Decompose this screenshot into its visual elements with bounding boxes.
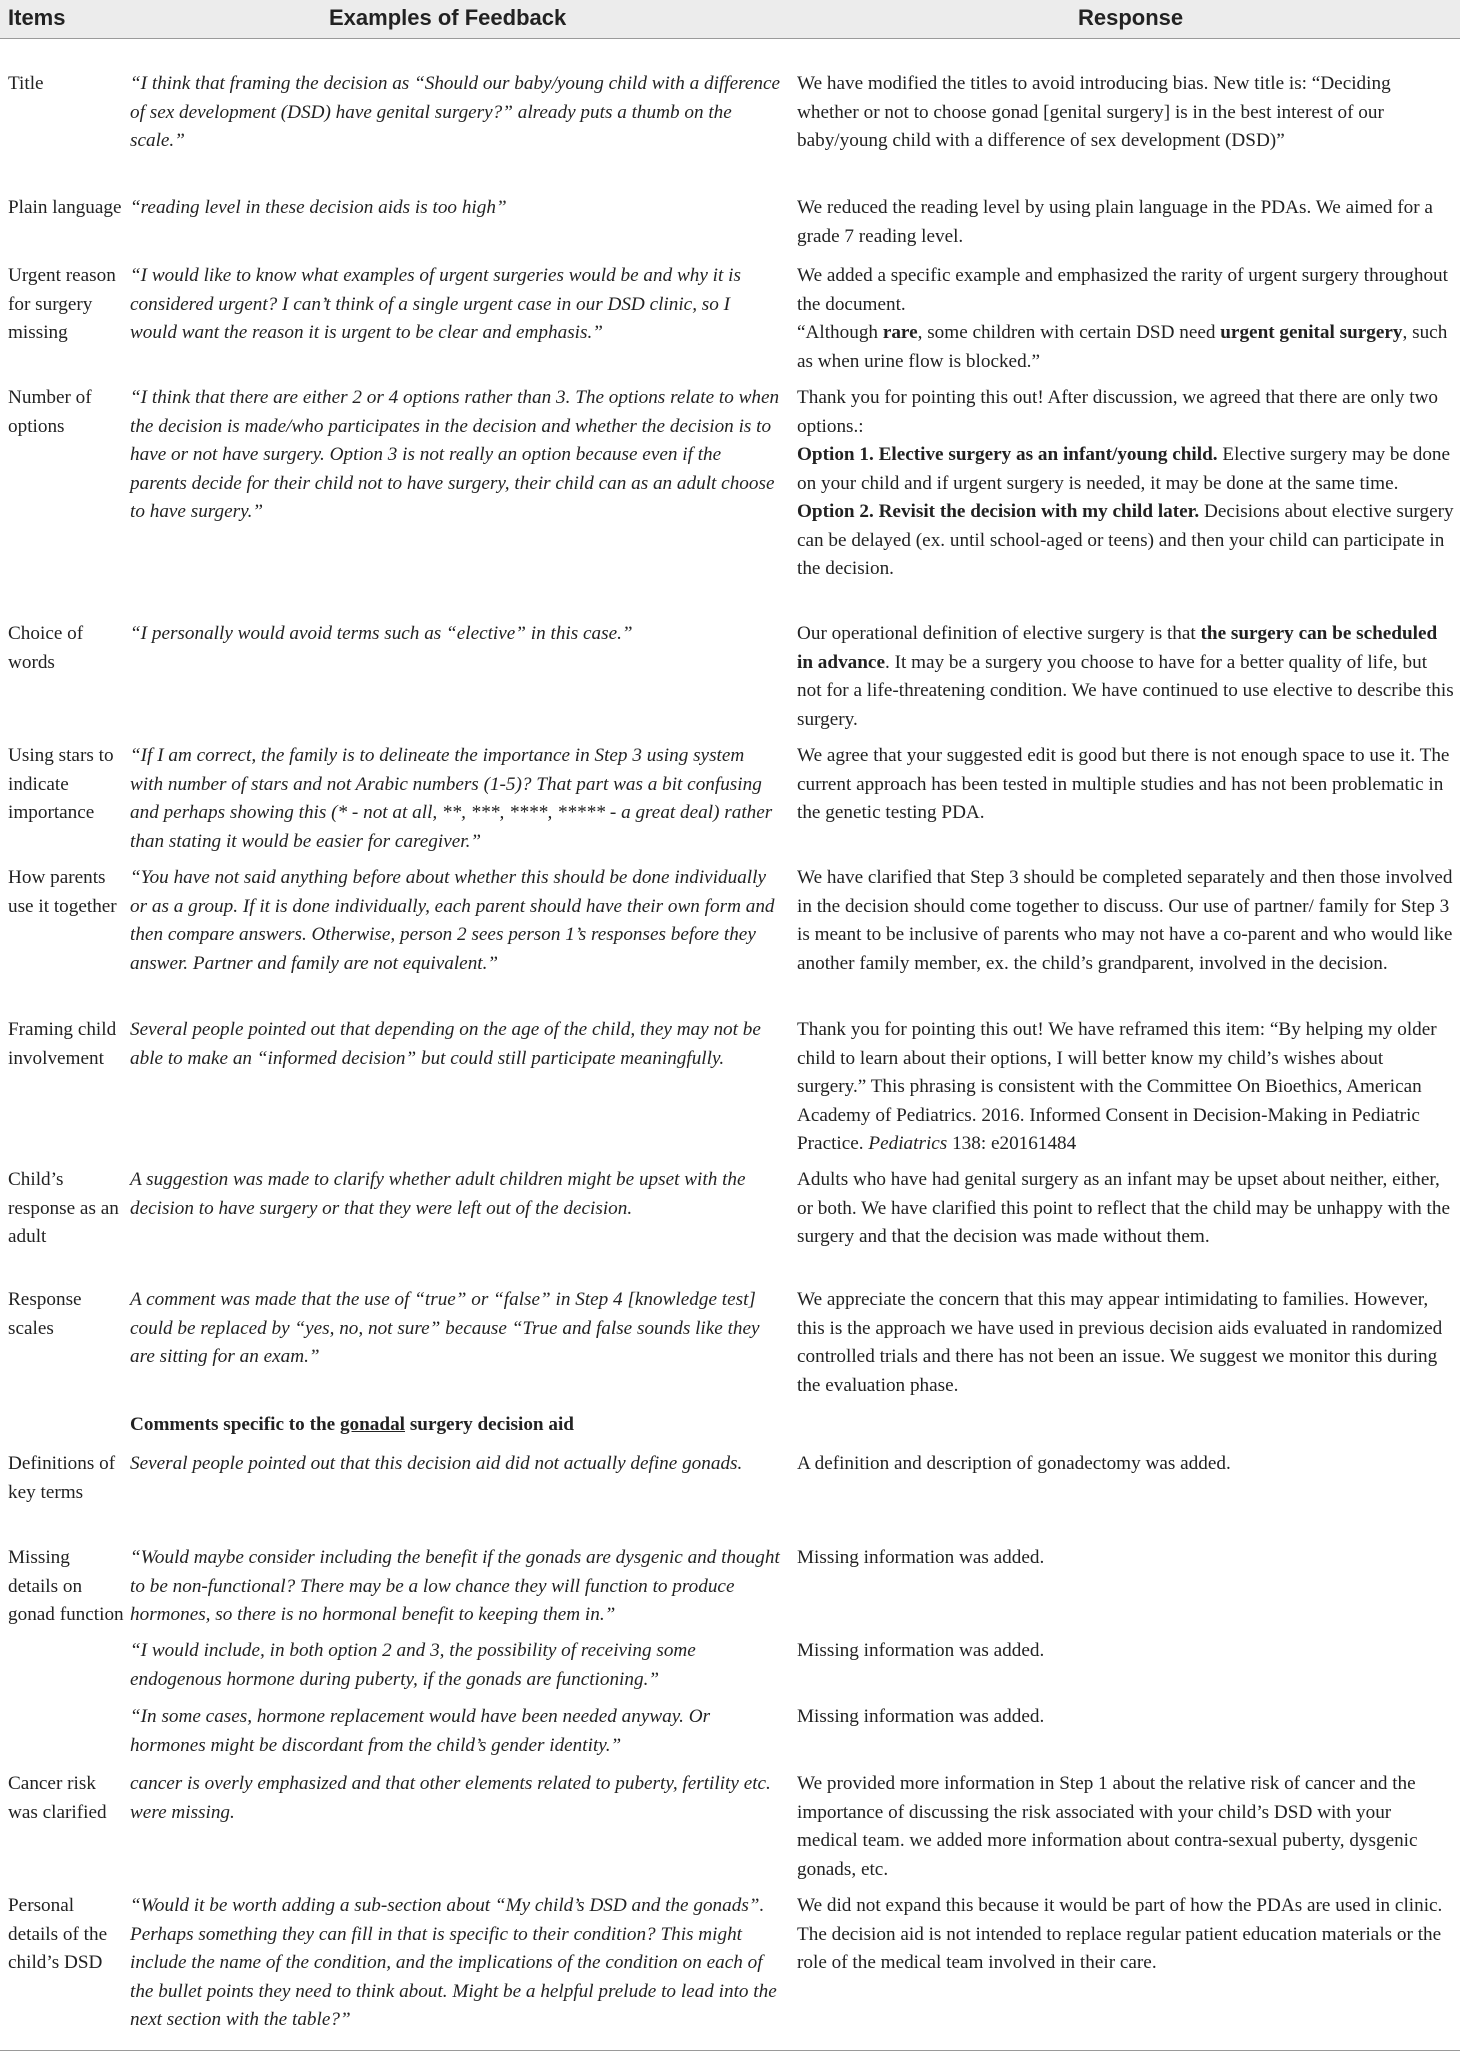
- row-feedback: “If I am correct, the family is to delineate the importance in Step 3 using system with number of stars and not Arabic numbers (1-5)? That part was a bit confusing and perhaps showing this (* - not at all, **, ***, ****, ***** - a great deal) rather than stating it would be easier for caregiver.”: [130, 745, 773, 852]
- row-item: Plain language: [8, 197, 122, 218]
- header-divider: [0, 38, 1460, 39]
- row-feedback: Several people pointed out that depending on the age of the child, they may not be able to make an “informed decision” but could still participate meaningfully.: [130, 1019, 761, 1069]
- row-item: Urgent reason for surgery missing: [8, 265, 116, 343]
- row-item: Response scales: [8, 1289, 82, 1339]
- table-bottom-rule: [0, 2050, 1460, 2051]
- section-subheading: Comments specific to the gonadal surgery decision aid: [130, 1414, 574, 1435]
- row-response: We reduced the reading level by using plain language in the PDAs. We aimed for a grade 7 reading level.: [797, 197, 1433, 247]
- header-feedback: Examples of Feedback: [329, 5, 567, 30]
- row-feedback: “In some cases, hormone replacement would have been needed anyway. Or hormones might be discordant from the child’s gender identity.”: [130, 1706, 711, 1756]
- row-feedback: “I would like to know what examples of urgent surgeries would be and why it is considered urgent? I can’t think of a single urgent case in our DSD clinic, so I would want the reason it is urgent to be clear and emphasis.”: [130, 265, 741, 343]
- row-feedback: A suggestion was made to clarify whether adult children might be upset with the decision to have surgery or that they were left out of the decision.: [130, 1169, 746, 1219]
- row-item: Child’s response as an adult: [8, 1169, 119, 1247]
- row-item: Definitions of key terms: [8, 1453, 116, 1503]
- row-feedback: cancer is overly emphasized and that other elements related to puberty, fertility etc. were missing.: [130, 1773, 771, 1823]
- row-response: Adults who have had genital surgery as an infant may be upset about neither, either, or both. We have clarified this point to reflect that the child may be unhappy with the surgery and that the decision was made without them.: [797, 1169, 1450, 1247]
- row-response: Missing information was added.: [797, 1640, 1045, 1661]
- row-item: Choice of words: [8, 623, 84, 673]
- row-response: We agree that your suggested edit is good but there is not enough space to use it. The current approach has been tested in multiple studies and has not been problematic in the genetic testing PDA.: [797, 745, 1450, 823]
- row-response: We appreciate the concern that this may appear intimidating to families. However, this is the approach we have used in previous decision aids evaluated in randomized controlled trials and there has not been an issue. We suggest we monitor this during the evaluation phase.: [797, 1289, 1443, 1396]
- response-text: Thank you for pointing this out! After discussion, we agreed that there are only two options.:: [797, 387, 1439, 437]
- row-item: Missing details on gonad function: [8, 1547, 124, 1625]
- row-feedback: “I personally would avoid terms such as “elective” in this case.”: [130, 623, 633, 644]
- row-response: A definition and description of gonadectomy was added.: [797, 1453, 1231, 1474]
- row-response: Our operational definition of elective surgery is that the surgery can be scheduled in advance. It may be a surgery you choose to have for a better quality of life, but not for a life-threatening condition. We have continued to use elective to describe this surgery.: [797, 623, 1454, 730]
- row-response: [797, 384, 1455, 584]
- row-item: Framing child involvement: [8, 1019, 117, 1069]
- row-item: Number of options: [8, 387, 92, 437]
- row-feedback: “Would it be worth adding a sub-section about “My child’s DSD and the gonads”. Perhaps something they can fill in that is specific to their condition? This might include the name of the condition, and the implications of the condition on each of the bullet points they need to think about. Might be a helpful prelude to lead into the next section with the table?”: [130, 1895, 777, 2030]
- row-feedback: “You have not said anything before about whether this should be done individually or as a group. If it is done individually, each parent should have their own form and then compare answers. Otherwise, person 2 sees person 1’s responses before they answer. Partner and family are not equivalent.”: [130, 867, 775, 974]
- row-response: Missing information was added.: [797, 1706, 1045, 1727]
- row-response: We have clarified that Step 3 should be completed separately and then those involved in the decision should come together to discuss. Our use of partner/ family for Step 3 is meant to be inclusive of parents who may not have a co-parent and who would like another family member, ex. the child’s grandparent, involved in the decision.: [797, 867, 1453, 974]
- table-header: [0, 0, 1460, 38]
- row-response: We did not expand this because it would be part of how the PDAs are used in clinic. The decision aid is not intended to replace regular patient education materials or the role of the medical team involved in their care.: [797, 1895, 1443, 1973]
- response-text: We added a specific example and emphasized the rarity of urgent surgery throughout the document.: [797, 265, 1448, 315]
- row-feedback: “I would include, in both option 2 and 3, the possibility of receiving some endogenous hormone during puberty, if the gonads are functioning.”: [130, 1640, 696, 1690]
- row-item: How parents use it together: [8, 867, 117, 917]
- row-feedback: Several people pointed out that this decision aid did not actually define gonads.: [130, 1453, 743, 1474]
- row-item: Cancer risk was clarified: [8, 1773, 107, 1823]
- row-response: We have modified the titles to avoid introducing bias. New title is: “Deciding whether or not to choose gonad [genital surgery] is in the best interest of our baby/young child with a difference of sex development (DSD)”: [797, 73, 1391, 151]
- row-feedback: A comment was made that the use of “true” or “false” in Step 4 [knowledge test] could be replaced by “yes, no, not sure” because “True and false sounds like they are sitting for an exam.”: [130, 1289, 760, 1367]
- row-item: Using stars to indicate importance: [8, 745, 114, 823]
- row-feedback: “I think that framing the decision as “Should our baby/young child with a difference of sex development (DSD) have genital surgery?” already puts a thumb on the scale.”: [130, 73, 781, 151]
- option-1: Option 1. Elective surgery as an infant/young child. Elective surgery may be done on your child and if urgent surgery is needed, it may be done at the same time.: [797, 444, 1451, 494]
- row-response: We provided more information in Step 1 about the relative risk of cancer and the importance of discussing the risk associated with your child’s DSD with your medical team. we added more information about contra-sexual puberty, dysgenic gonads, etc.: [797, 1773, 1418, 1880]
- response-quote: “Although rare, some children with certain DSD need urgent genital surgery, such as when urine flow is blocked.”: [797, 322, 1448, 372]
- option-2: Option 2. Revisit the decision with my child later. Decisions about elective surgery can be delayed (ex. until school-aged or teens) and then your child can participate in the decision.: [797, 501, 1454, 579]
- row-response: Thank you for pointing this out! We have reframed this item: “By helping my older child to learn about their options, I will better know my child’s wishes about surgery.” This phrasing is consistent with the Committee On Bioethics, American Academy of Pediatrics. 2016. Informed Consent in Decision-Making in Pediatric Practice. Pediatrics 138: e20161484: [797, 1019, 1437, 1154]
- row-feedback: “I think that there are either 2 or 4 options rather than 3. The options relate to when the decision is made/who participates in the decision and whether the decision is to have or not have surgery. Option 3 is not really an option because even if the parents decide for their child not to have surgery, their child can as an adult choose to have surgery.”: [130, 387, 780, 522]
- row-item: Personal details of the child’s DSD: [8, 1895, 108, 1973]
- row-feedback: “Would maybe consider including the benefit if the gonads are dysgenic and thought to be non-functional? There may be a low chance they will function to produce hormones, so there is no hormonal benefit to keeping them in.”: [130, 1547, 780, 1625]
- row-item: Title: [8, 73, 44, 94]
- row-response: [797, 262, 1455, 376]
- header-items: Items: [8, 5, 66, 30]
- row-feedback: “reading level in these decision aids is too high”: [130, 197, 507, 218]
- header-response: Response: [1078, 5, 1184, 30]
- row-response: Missing information was added.: [797, 1547, 1045, 1568]
